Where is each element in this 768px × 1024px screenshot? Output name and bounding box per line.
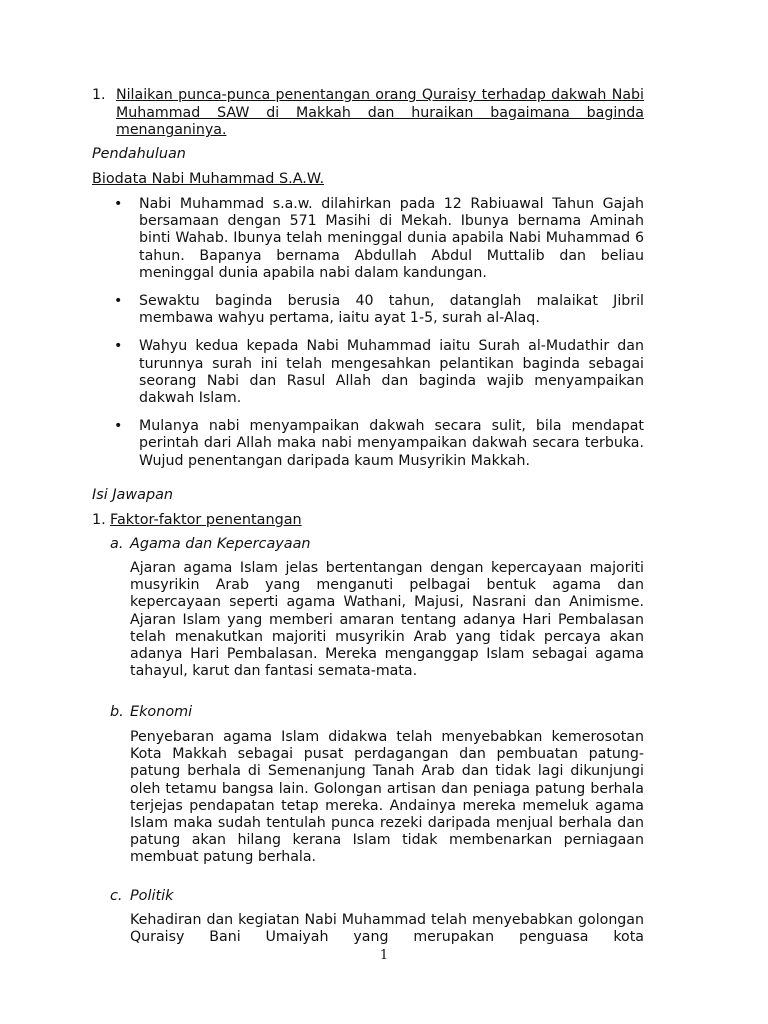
section-heading [92, 511, 302, 529]
list-item-text: Wahyu kedua kepada Nabi Muhammad iaitu Surah al-Mudathir dan turunnya surah ini telah mengesahkan pelantikan baginda sebagai seorang Nabi dan Rasul Allah dan baginda wajib menyampaikan dakwah Islam. [139, 338, 644, 407]
page-number: 1 [379, 948, 389, 963]
bullet-icon: • [114, 293, 123, 310]
subsection-heading-c [110, 887, 173, 905]
intro-heading: Pendahuluan [92, 146, 186, 162]
subsection-title: Agama dan Kepercayaan [130, 536, 311, 552]
bullet-icon: • [114, 338, 123, 355]
subsection-heading-b [110, 703, 192, 721]
subsection-paragraph-a: Ajaran agama Islam jelas bertentangan dengan kepercayaan majoriti musyrikin Arab yang menganuti pelbagai bentuk agama dan kepercayaan seperti agama Wathani, Majusi, Nasrani dan Animisme. Ajaran Islam yang memberi amaran tentang adanya Hari Pembalasan telah menakutkan majoriti musyrikin Arab yang tidak percaya akan adanya Hari Pembalasan. Mereka menganggap Islam sebagai agama tahayul, karut dan fantasi semata-mata. [130, 560, 644, 680]
question-number: 1. [92, 87, 106, 103]
section-number: 1. [92, 512, 106, 528]
subsection-letter: c. [110, 888, 123, 904]
list-item-text: Mulanya nabi menyampaikan dakwah secara sulit, bila mendapat perintah dari Allah maka nabi menyampaikan dakwah secara terbuka. Wujud penentangan daripada kaum Musyrikin Makkah. [139, 418, 644, 469]
subsection-paragraph-c: Kehadiran dan kegiatan Nabi Muhammad telah menyebabkan golongan Quraisy Bani Umaiyah yang merupakan penguasa kota [130, 912, 644, 946]
list-item [92, 293, 644, 327]
list-item [92, 338, 644, 407]
bullet-icon: • [114, 418, 123, 435]
list-item [92, 196, 644, 282]
list-item-text: Nabi Muhammad s.a.w. dilahirkan pada 12 Rabiuawal Tahun Gajah bersamaan dengan 571 Masihi di Mekah. Ibunya bernama Aminah binti Wahab. Ibunya telah meninggal dunia apabila Nabi Muhammad 6 tahun. Bapanya bernama Abdullah Abdul Muttalib dan beliau meninggal dunia apabila nabi dalam kandungan. [139, 196, 644, 281]
list-item [92, 418, 644, 470]
bullet-icon: • [114, 196, 123, 212]
subsection-heading-a [110, 535, 311, 553]
biodata-heading: Biodata Nabi Muhammad S.A.W. [92, 171, 325, 187]
biodata-list [92, 196, 644, 481]
list-item-text: Sewaktu baginda berusia 40 tahun, datanglah malaikat Jibril membawa wahyu pertama, iaitu ayat 1-5, surah al-Alaq. [139, 293, 644, 327]
subsection-paragraph-b: Penyebaran agama Islam didakwa telah menyebabkan kemerosotan Kota Makkah sebagai pusat perdagangan dan pembuatan patung-patung berhala di Semenanjung Tanah Arab dan tidak lagi dikunjungi oleh tetamu bangsa lain. Golongan artisan dan peniaga patung berhala terjejas pendapatan tetap mereka. Andainya mereka memeluk agama Islam maka sudah tentulah punca rezeki daripada menjual berhala dan patung akan hilang kerana Islam tidak membenarkan perniagaan membuat patung berhala. [130, 729, 644, 866]
section-title: Faktor-faktor penentangan [110, 512, 302, 528]
question [92, 87, 644, 140]
subsection-letter: a. [110, 536, 124, 552]
subsection-letter: b. [110, 704, 124, 720]
subsection-title: Ekonomi [130, 704, 193, 720]
question-text: Nilaikan punca-punca penentangan orang Quraisy terhadap dakwah Nabi Muhammad SAW di Makkah dan huraikan bagaimana baginda menanganinya. [116, 87, 644, 139]
body-heading: Isi Jawapan [92, 487, 174, 503]
subsection-title: Politik [130, 888, 174, 904]
